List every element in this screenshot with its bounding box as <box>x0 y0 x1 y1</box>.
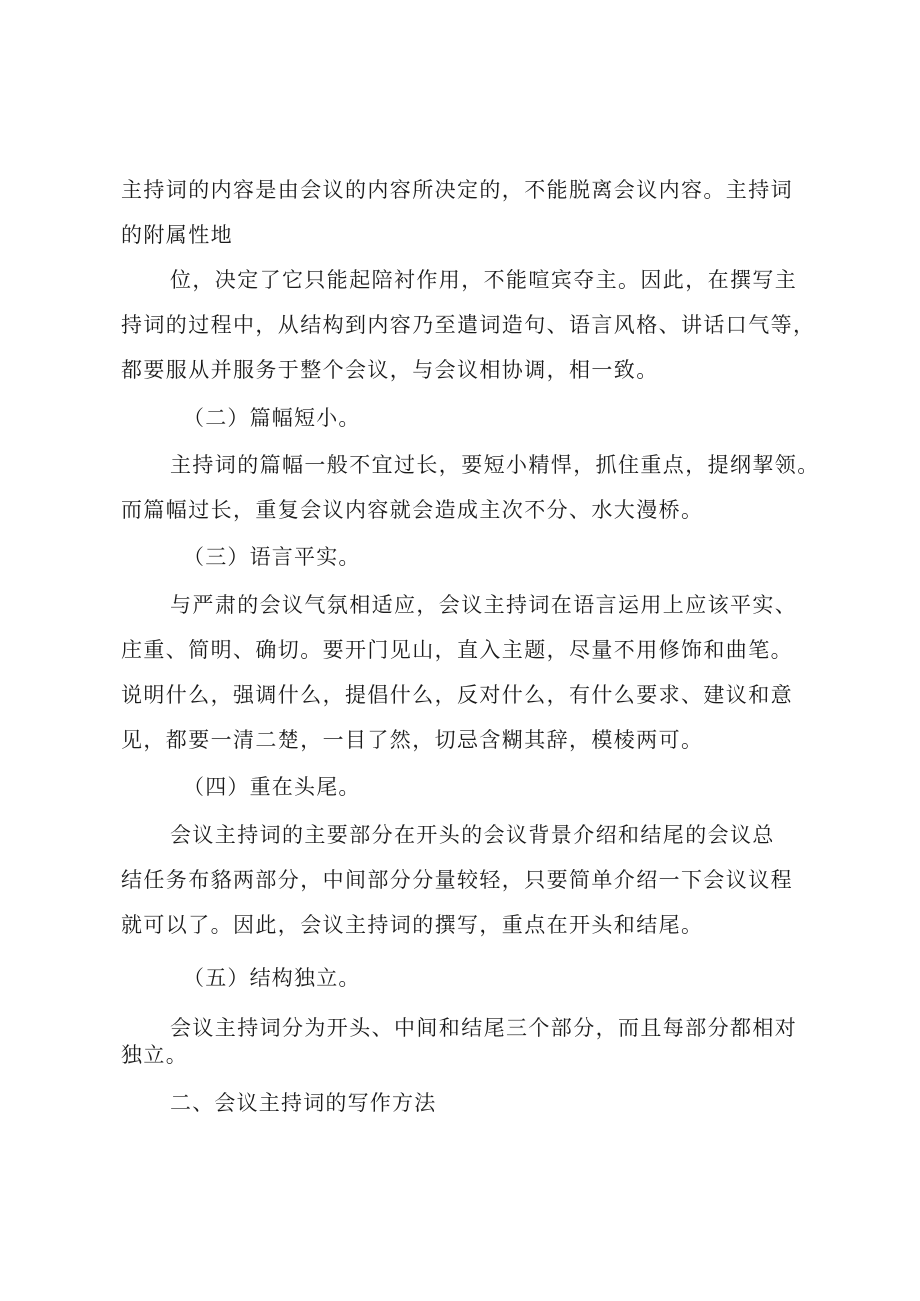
chapter-heading-2: 二、会议主持词的写作方法 <box>170 1091 437 1115</box>
text-line-15: 会议主持词的主要部分在开头的会议背景介绍和结尾的会议总 <box>170 823 775 847</box>
text-line-5: 都要服从并服务于整个会议，与会议相协调，相一致。 <box>121 358 659 382</box>
text-line-2: 的附属性地 <box>121 223 233 247</box>
text-line-13: 见，都要一清二楚，一目了然，切忌含糊其辞，模棱两可。 <box>121 728 704 752</box>
section-heading-2: （二）篇幅短小。 <box>183 406 361 430</box>
text-line-12: 说明什么，强调什么，提倡什么，反对什么，有什么要求、建议和意 <box>121 683 793 707</box>
section-heading-3: （三）语言平实。 <box>183 545 361 569</box>
text-line-7: 主持词的篇幅一般不宜过长，要短小精悍，抓住重点，提纲挈领。 <box>170 453 820 477</box>
text-line-10: 与严肃的会议气氛相适应，会议主持词在语言运用上应该平实、 <box>170 593 798 617</box>
section-heading-4: （四）重在头尾。 <box>183 775 361 799</box>
text-line-17: 就可以了。因此，会议主持词的撰写，重点在开头和结尾。 <box>121 913 704 937</box>
text-line-1: 主持词的内容是由会议的内容所决定的，不能脱离会议内容。主持词 <box>121 178 793 202</box>
text-line-19: 会议主持词分为开头、中间和结尾三个部分，而且每部分都相对 <box>170 1016 798 1040</box>
text-line-4: 持词的过程中，从结构到内容乃至遣词造句、语言风格、讲话口气等， <box>121 313 816 337</box>
text-line-11: 庄重、简明、确切。要开门见山，直入主题，尽量不用修饰和曲笔。 <box>121 638 793 662</box>
text-line-16: 结任务布貉两部分，中间部分分量较轻，只要简单介绍一下会议议程 <box>121 868 793 892</box>
text-line-8: 而篇幅过长，重复会议内容就会造成主次不分、水大漫桥。 <box>121 498 704 522</box>
section-heading-5: （五）结构独立。 <box>183 966 361 990</box>
text-line-3: 位，决定了它只能起陪衬作用，不能喧宾夺主。因此，在撰写主 <box>170 268 798 292</box>
text-line-20: 独立。 <box>121 1043 189 1067</box>
